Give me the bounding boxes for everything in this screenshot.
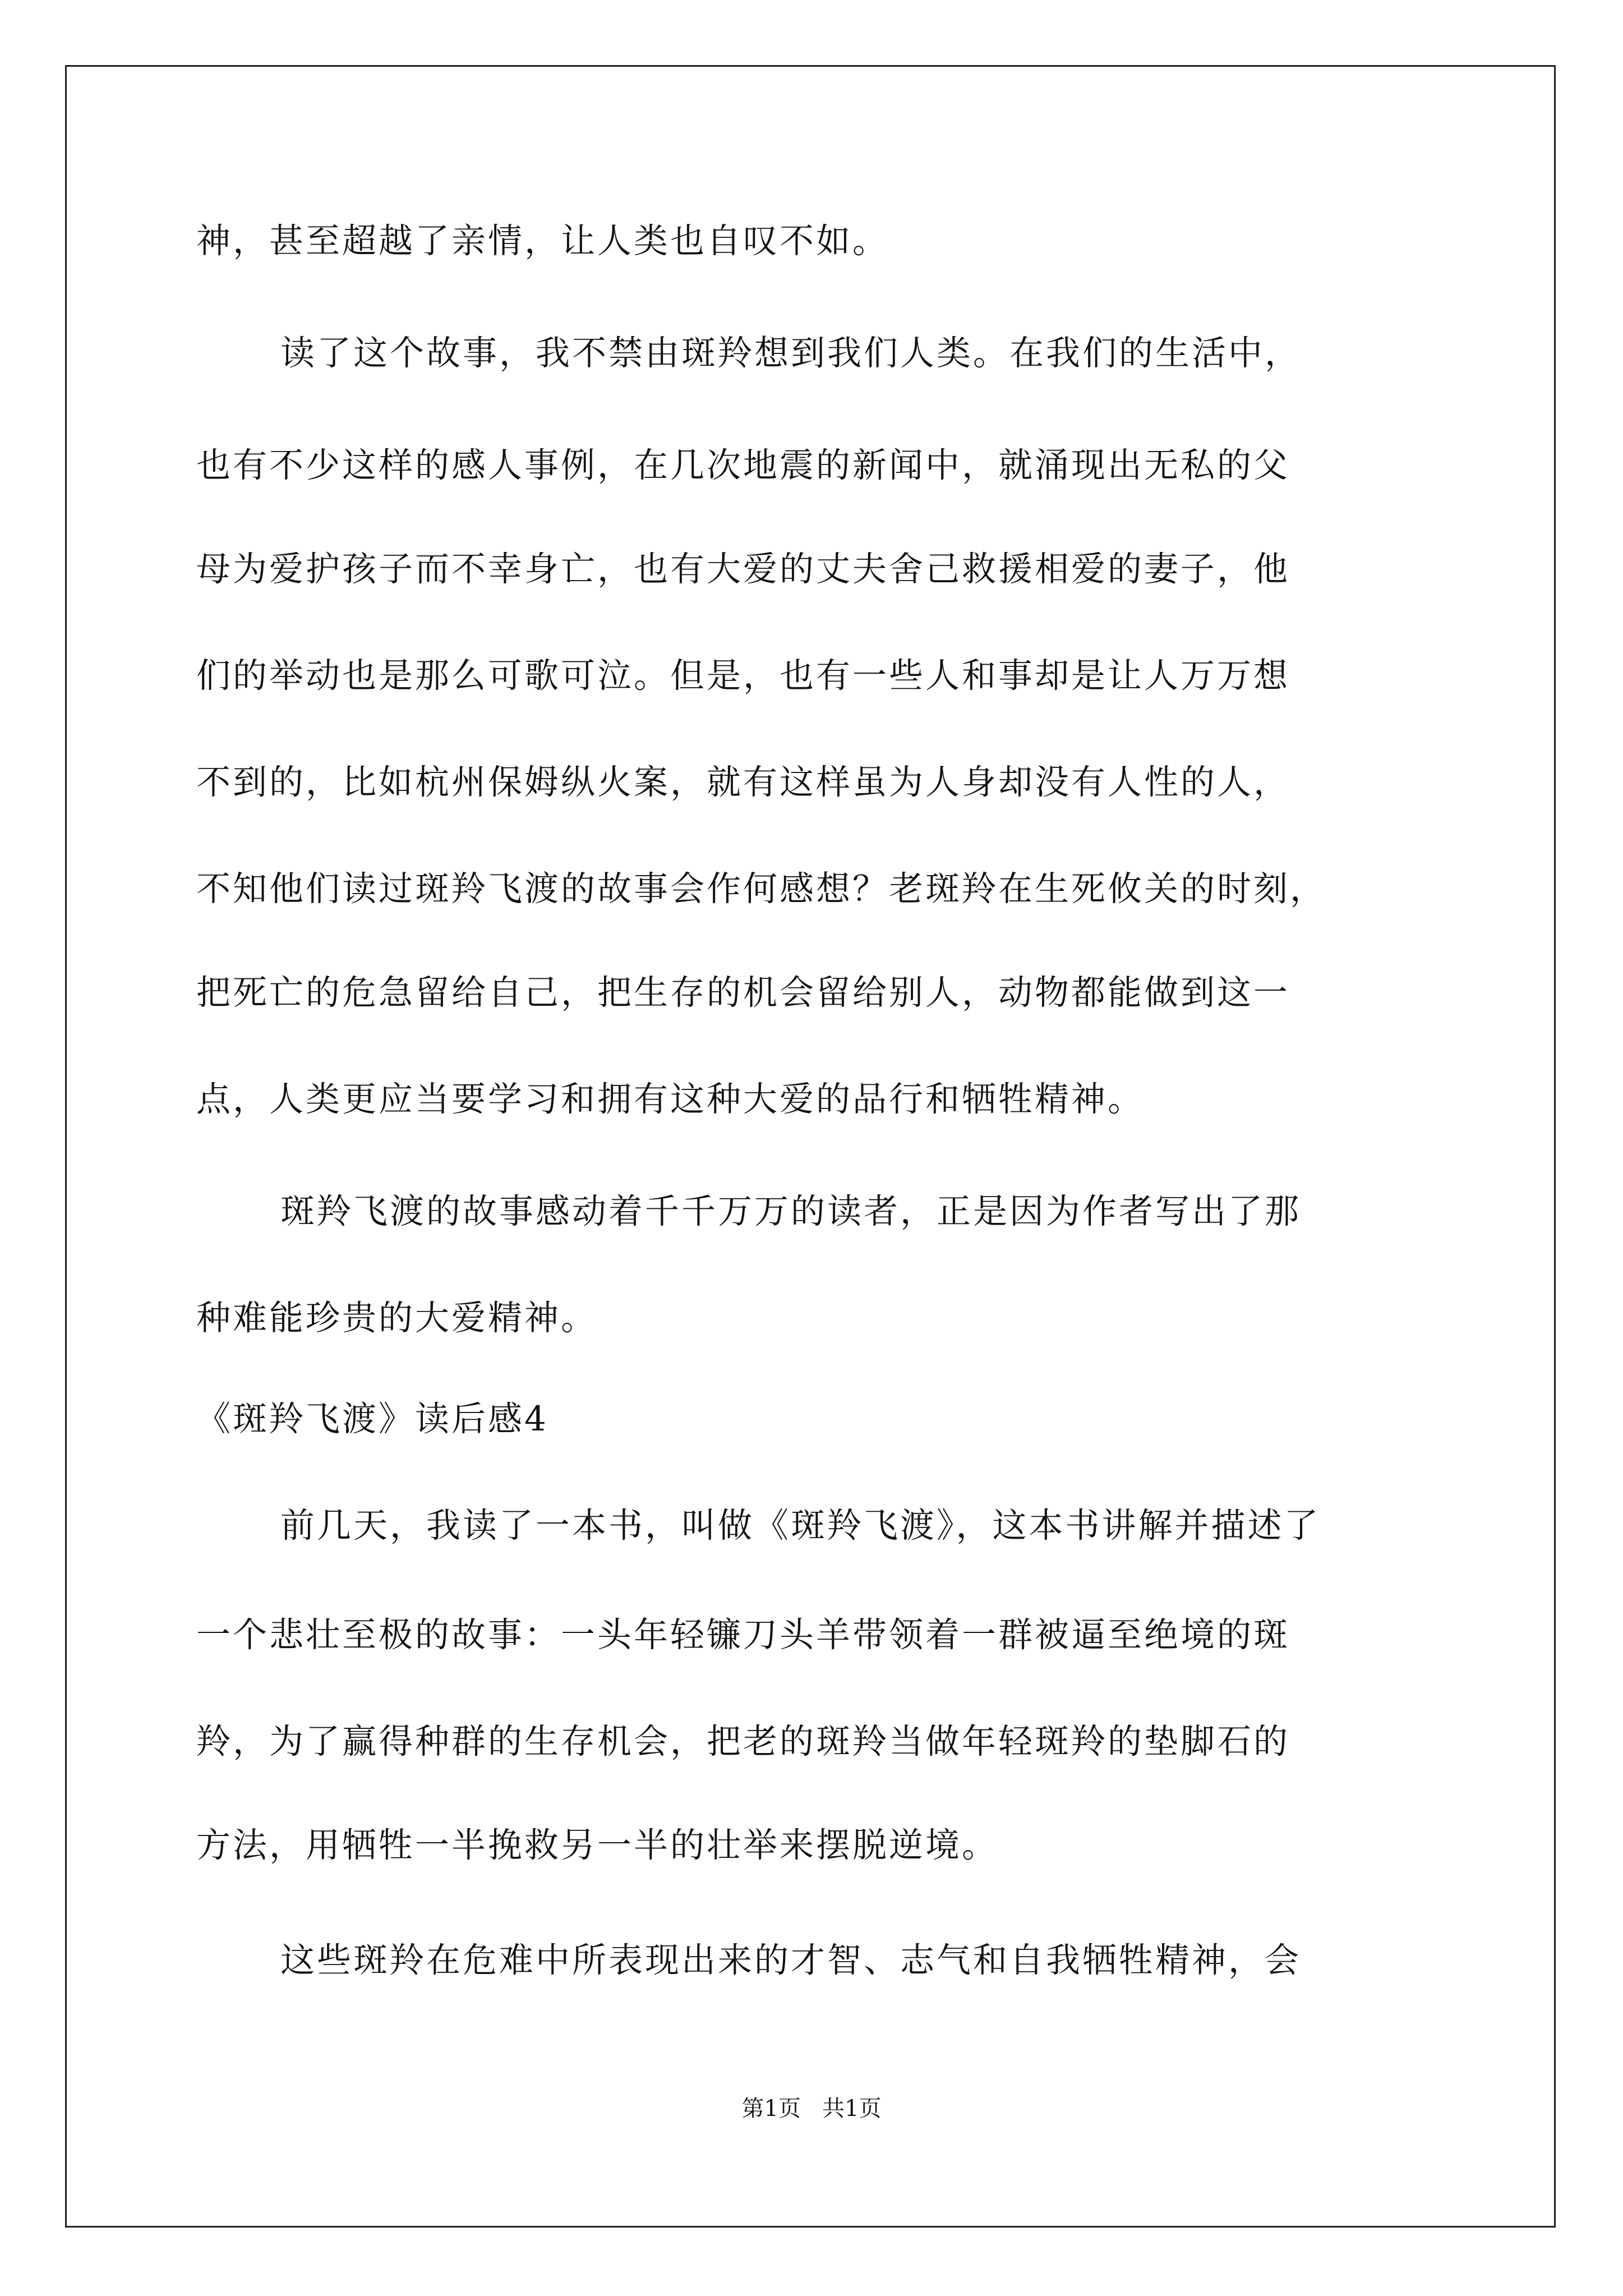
page-footer: 第1页 共1页 xyxy=(741,2096,882,2122)
text-line: 也有不少这样的感人事例，在几次地震的新闻中，就涌现出无私的父 xyxy=(196,445,1290,485)
text-line: 羚，为了赢得种群的生存机会，把老的斑羚当做年轻斑羚的垫脚石的 xyxy=(196,1722,1290,1761)
page-border xyxy=(65,65,1556,2228)
text-line: 把死亡的危急留给自己，把生存的机会留给别人，动物都能做到这一 xyxy=(196,973,1290,1013)
text-line: 这些斑羚在危难中所表现出来的才智、志气和自我牺牲精神，会 xyxy=(280,1940,1302,1980)
text-line: 们的举动也是那么可歌可泣。但是，也有一些人和事却是让人万万想 xyxy=(196,656,1290,696)
text-line: 点，人类更应当要学习和拥有这种大爱的品行和牺牲精神。 xyxy=(196,1079,1145,1119)
text-line: 不知他们读过斑羚飞渡的故事会作何感想？老斑羚在生死攸关的时刻， xyxy=(196,869,1327,909)
text-line: 母为爱护孩子而不幸身亡，也有大爱的丈夫舍己救援相爱的妻子，他 xyxy=(196,549,1290,589)
text-line: 读了这个故事，我不禁由斑羚想到我们人类。在我们的生活中， xyxy=(280,333,1302,373)
text-line: 神，甚至超越了亲情，让人类也自叹不如。 xyxy=(196,221,889,261)
text-line: 前几天，我读了一本书，叫做《斑羚飞渡》，这本书讲解并描述了 xyxy=(280,1506,1321,1545)
text-line: 不到的，比如杭州保姆纵火案，就有这样虽为人身却没有人性的人， xyxy=(196,762,1290,802)
text-line: 种难能珍贵的大爱精神。 xyxy=(196,1298,598,1338)
text-line: 斑羚飞渡的故事感动着千千万万的读者，正是因为作者写出了那 xyxy=(280,1191,1302,1231)
section-heading: 《斑羚飞渡》读后感4 xyxy=(196,1399,548,1439)
text-line: 一个悲壮至极的故事：一头年轻镰刀头羊带领着一群被逼至绝境的斑 xyxy=(196,1615,1290,1655)
text-line: 方法，用牺牲一半挽救另一半的壮举来摆脱逆境。 xyxy=(196,1825,999,1865)
